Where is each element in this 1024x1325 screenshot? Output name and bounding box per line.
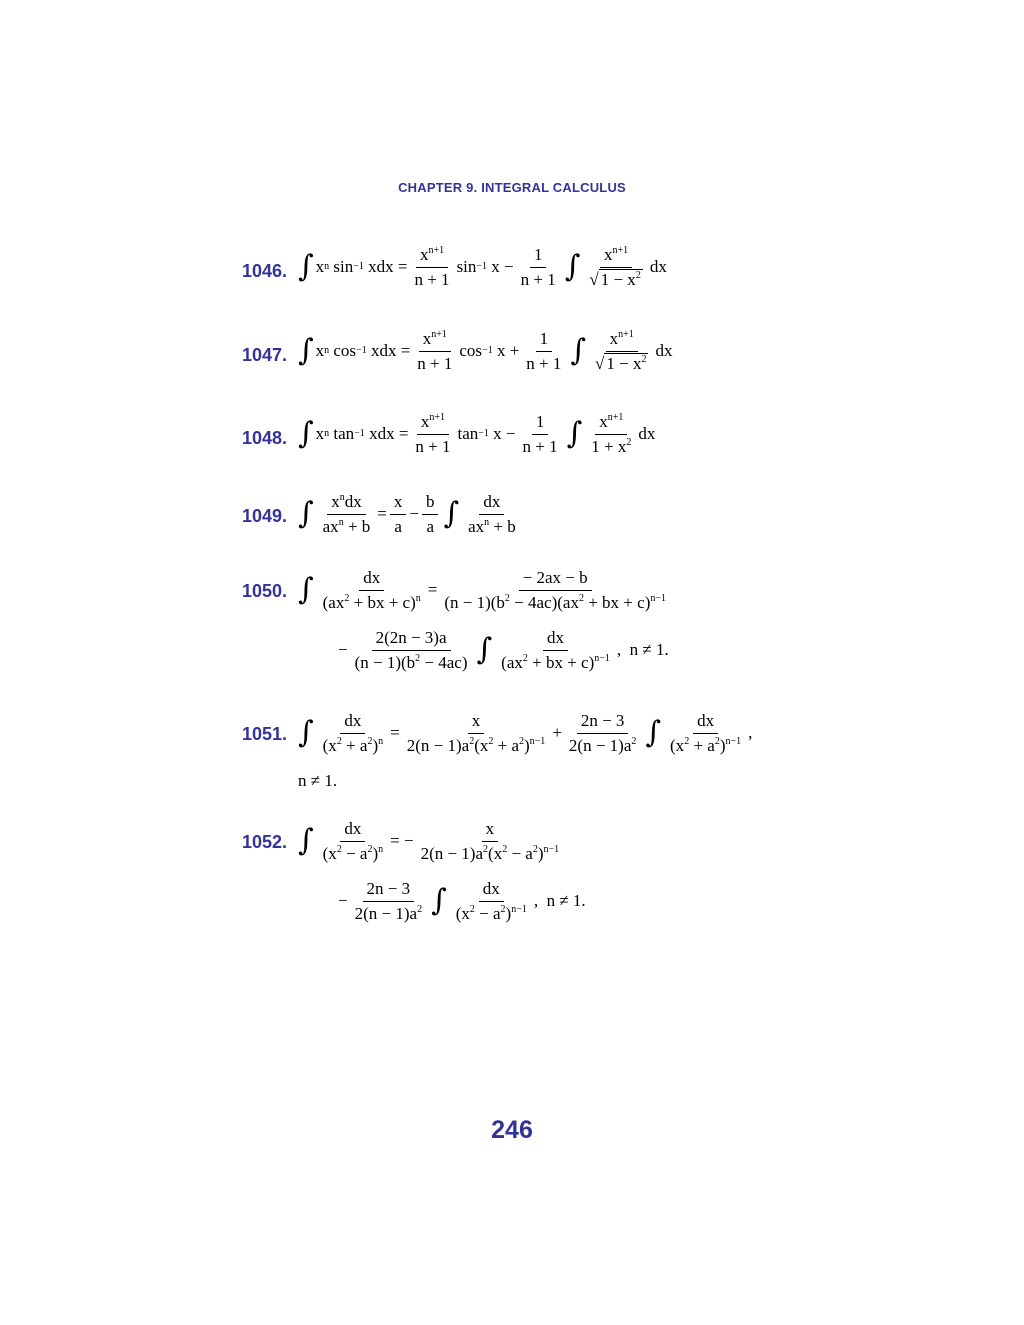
integral-sign: ∫: [298, 496, 314, 532]
integral-sign: ∫: [298, 823, 314, 859]
formula-expression: ∫ $\frac{dx}{(x^2 + a^2)^n}$ = $\frac{x}{2(n - 1)a^2(x^2 + a^2)^{n-1}}$ + $\frac{2n - 3}{2(n - 1)a^2}$ ∫ $\frac{dx}{(x^2 + a^2)^{n-1}}$ ,: [298, 711, 753, 755]
fraction: $\frac{b}{a}$: [422, 492, 439, 536]
integral-sign: ∫: [298, 416, 314, 452]
fraction: $\frac{2(2n - 3)a}{(n - 1)(b^2 - 4ac)}$: [354, 628, 468, 672]
fraction: $\frac{x^{n+1}}{√ 1 - x^2}$: [595, 329, 647, 373]
fraction: $\frac{1}{n + 1}$: [520, 245, 556, 289]
formula-expression: ∫ x n tan −1 xdx = $\frac{x^{n+1}}{n + 1}$ tan −1 x − $\frac{1}{n + 1}$ ∫ $\frac{x^{n+1}}{1 + x^2}$ dx: [298, 412, 656, 456]
formula-expression: ∫ x n cos −1 xdx = $\frac{x^{n+1}}{n + 1}$ cos −1 x + $\frac{1}{n + 1}$ ∫ $\frac{x^{n+1}}{√ 1 - x^2}$ dx: [298, 329, 673, 373]
integral-sign: ∫: [476, 632, 493, 668]
integral-sign: ∫: [298, 572, 314, 608]
integral-sign: ∫: [566, 416, 583, 452]
formula-number: 1050.: [242, 581, 288, 601]
fraction: $\frac{x}{2(n - 1)a^2(x^2 - a^2)^{n-1}}$: [420, 819, 560, 863]
fraction: $\frac{dx}{(x^2 + a^2)^n}$: [322, 711, 384, 755]
formula-number: 1052.: [242, 832, 288, 852]
formula-condition: n ≠ 1.: [298, 771, 338, 790]
formula-expression: ∫ $\frac{dx}{(x^2 - a^2)^n}$ = − $\frac{x}{2(n - 1)a^2(x^2 - a^2)^{n-1}}$: [296, 819, 566, 863]
fraction: $\frac{x}{a}$: [390, 492, 407, 536]
integral-sign: ∫: [298, 249, 314, 285]
formula-number: 1051.: [242, 724, 288, 744]
fraction: $\frac{dx}{(x^2 + a^2)^{n-1}}$: [670, 711, 742, 755]
formula-expression-continued: − $\frac{2(2n - 3)a}{(n - 1)(b^2 - 4ac)}$ ∫ $\frac{dx}{(ax^2 + bx + c)^{n-1}}$ , n ≠ 1.: [338, 628, 669, 672]
fraction: $\frac{1}{n + 1}$: [522, 412, 558, 456]
formula-expression: ∫ $\frac{x^ndx}{ax^n + b}$ = $\frac{x}{a}$ − $\frac{b}{a}$ ∫ $\frac{dx}{ax^n + b}$: [296, 492, 523, 536]
fraction: $\frac{1}{n + 1}$: [526, 329, 562, 373]
integral-sign: ∫: [431, 883, 447, 919]
chapter-header: CHAPTER 9. INTEGRAL CALCULUS: [398, 180, 626, 195]
integral-sign: ∫: [570, 333, 587, 369]
fraction: $\frac{x^{n+1}}{n + 1}$: [415, 412, 451, 456]
integral-sign: ∫: [298, 715, 314, 751]
fraction: $\frac{x^{n+1}}{√ 1 - x^2}$: [589, 245, 641, 289]
fraction: $\frac{dx}{(x^2 - a^2)^n}$: [322, 819, 384, 863]
fraction: $\frac{- 2ax - b}{(n - 1)(b^2 - 4ac)(ax^2 + bx + c)^{n-1}}$: [444, 568, 666, 612]
fraction: $\frac{dx}{(x^2 - a^2)^{n-1}}$: [455, 879, 527, 923]
formula-expression-continued: − $\frac{2n - 3}{2(n - 1)a^2}$ ∫ $\frac{dx}{(x^2 - a^2)^{n-1}}$ , n ≠ 1.: [338, 879, 586, 923]
formula-number: 1047.: [242, 345, 288, 365]
fraction: $\frac{dx}{(ax^2 + bx + c)^n}$: [322, 568, 421, 612]
fraction: $\frac{x^{n+1}}{n + 1}$: [414, 245, 450, 289]
fraction: $\frac{x}{2(n - 1)a^2(x^2 + a^2)^{n-1}}$: [406, 711, 546, 755]
integral-sign: ∫: [645, 715, 662, 751]
formula-expression: ∫ $\frac{dx}{(ax^2 + bx + c)^n}$ = $\frac{- 2ax - b}{(n - 1)(b^2 - 4ac)(ax^2 + bx + c)^{n-1}}$: [296, 568, 673, 612]
fraction: $\frac{x^{n+1}}{1 + x^2}$: [591, 412, 632, 456]
fraction: $\frac{x^{n+1}}{n + 1}$: [417, 329, 453, 373]
integral-sign: ∫: [298, 333, 314, 369]
integral-sign: ∫: [564, 249, 581, 285]
formula-expression: ∫ x n sin −1 xdx = $\frac{x^{n+1}}{n + 1}$ sin −1 x − $\frac{1}{n + 1}$ ∫ $\frac{x^{n+1}}{√ 1 - x^2}$ dx: [298, 245, 667, 289]
formula-number: 1048.: [242, 428, 288, 448]
page-number: 246: [491, 1116, 533, 1144]
fraction: $\frac{x^ndx}{ax^n + b}$: [322, 492, 371, 536]
integral-sign: ∫: [443, 496, 460, 532]
formula-number: 1046.: [242, 261, 288, 281]
fraction: $\frac{2n - 3}{2(n - 1)a^2}$: [568, 711, 637, 755]
fraction: $\frac{dx}{ax^n + b}$: [468, 492, 516, 536]
fraction: $\frac{dx}{(ax^2 + bx + c)^{n-1}}$: [501, 628, 610, 672]
fraction: $\frac{2n - 3}{2(n - 1)a^2}$: [354, 879, 423, 923]
formula-number: 1049.: [242, 506, 288, 526]
